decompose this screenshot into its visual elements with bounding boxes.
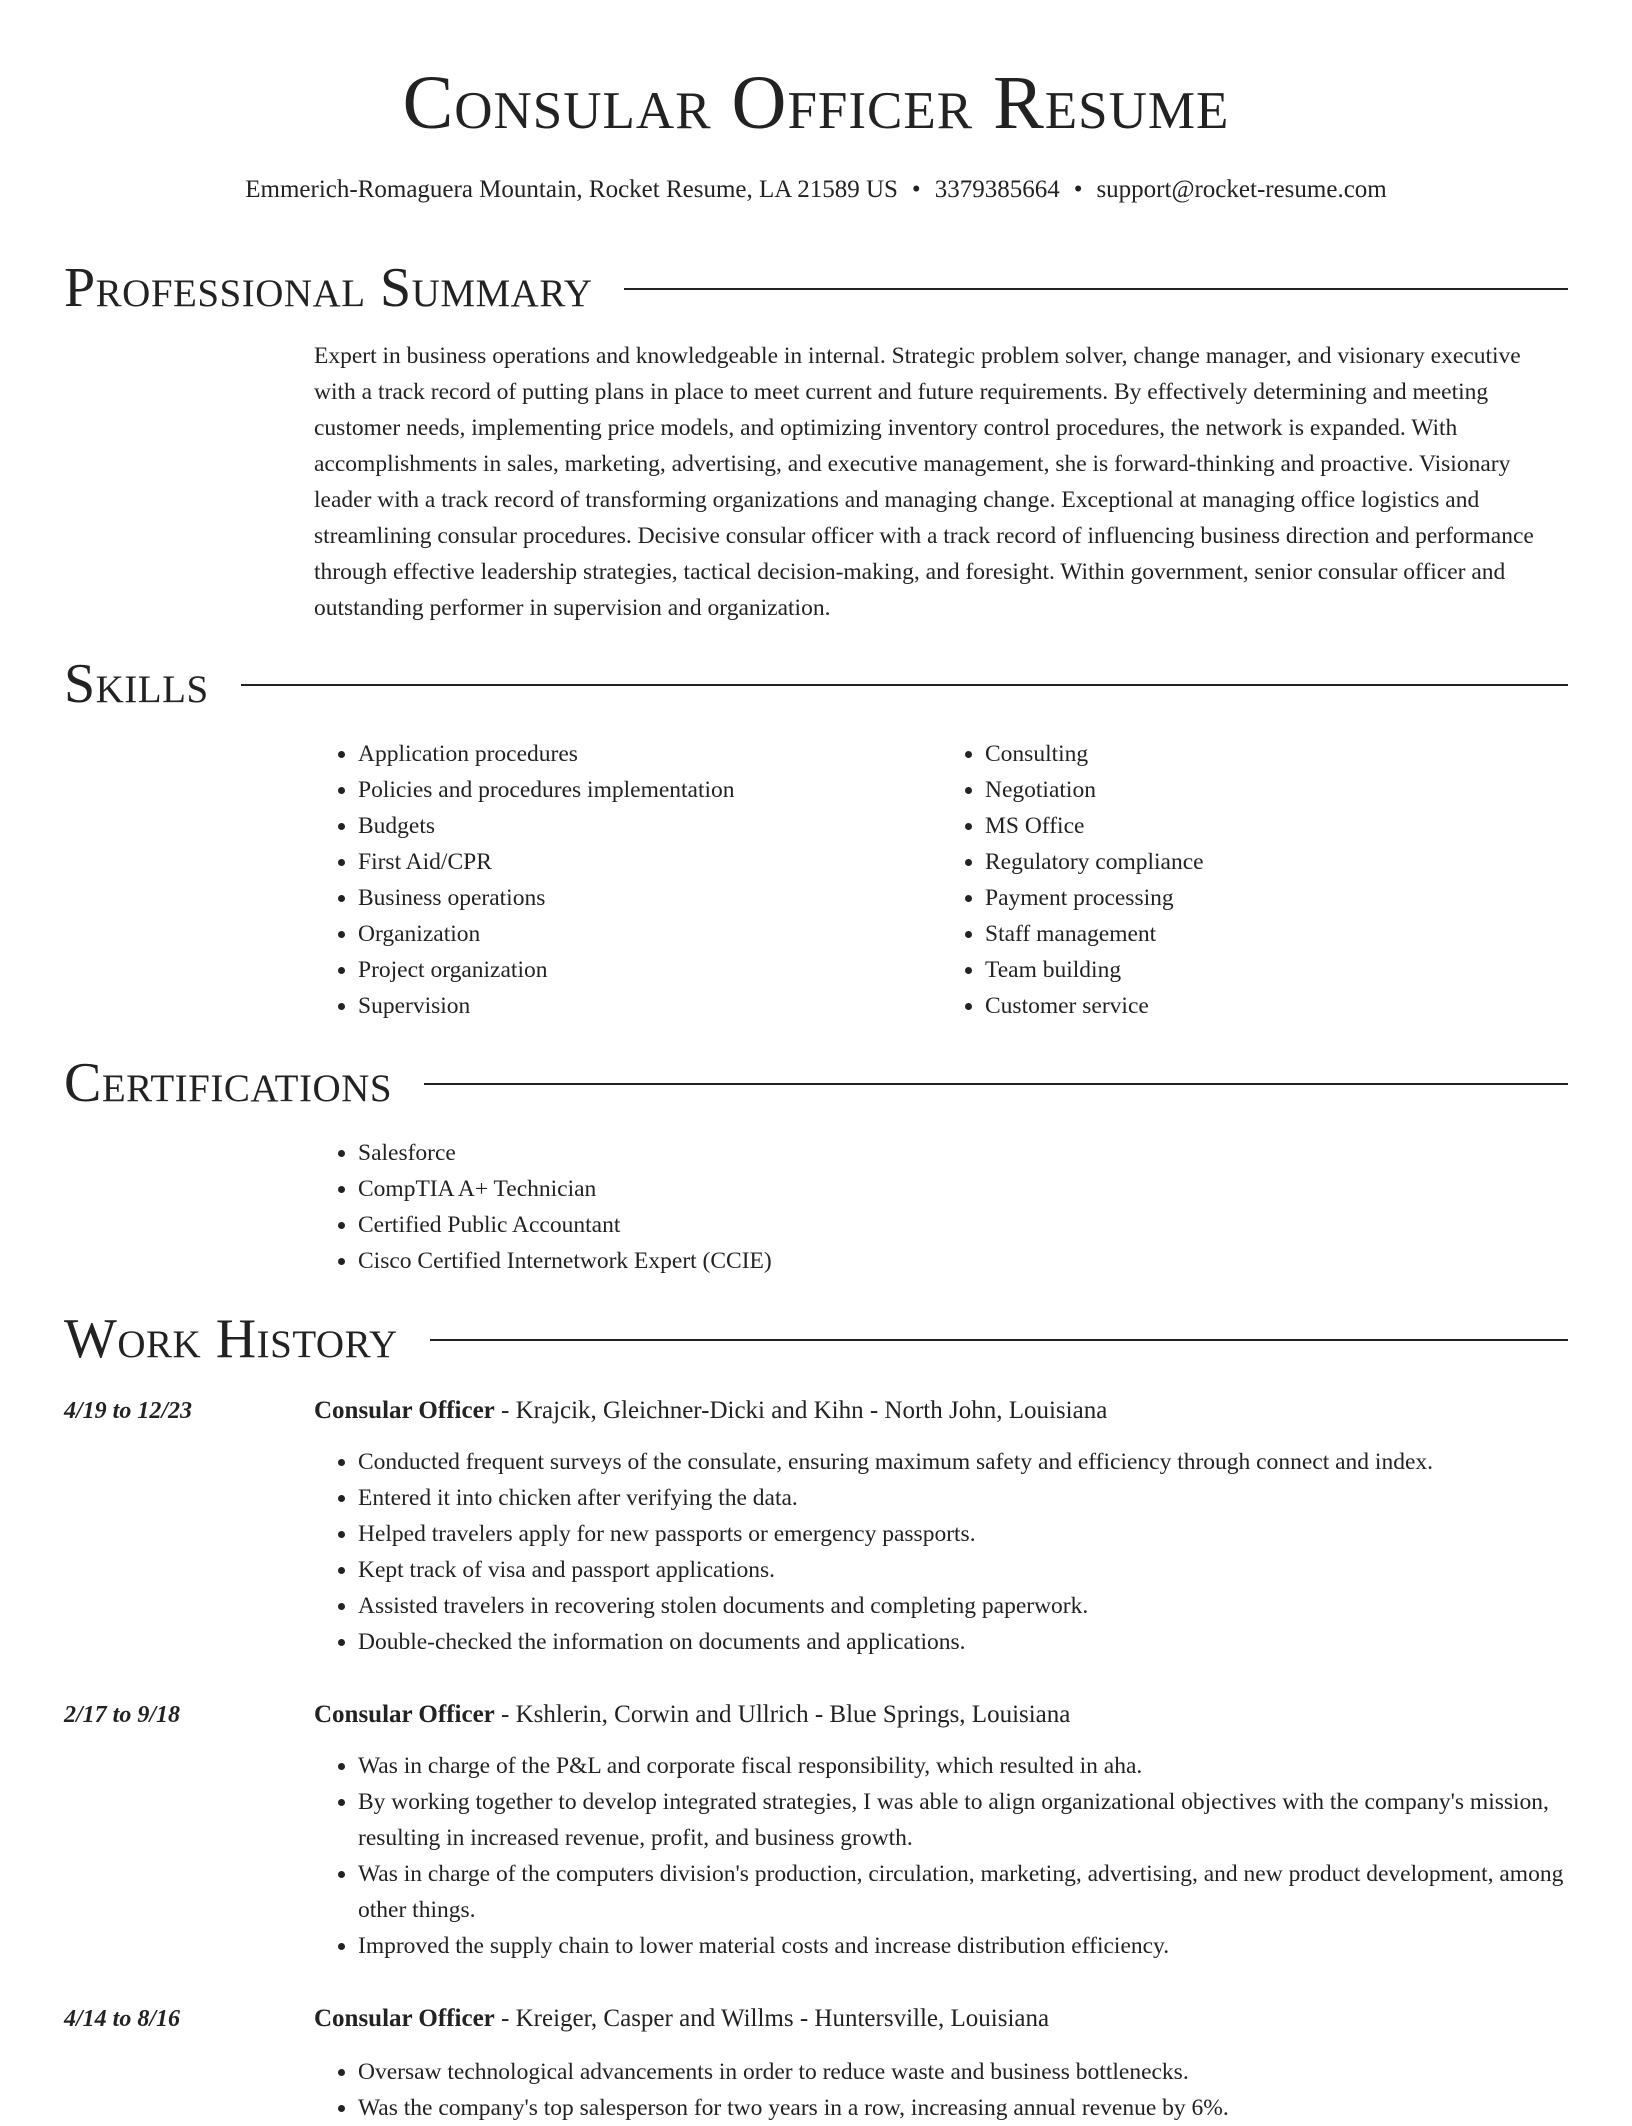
job-bullet: • Entered it into chicken after verifying the data. bbox=[358, 1480, 1568, 1516]
certification-item: • Salesforce bbox=[358, 1135, 1568, 1171]
job-bullet: • Was in charge of the P&L and corporate fiscal responsibility, which resulted in aha. bbox=[358, 1748, 1568, 1784]
job-bullet-list bbox=[314, 1444, 1568, 1660]
skill-item: • Project organization bbox=[358, 952, 941, 988]
skill-item: • Consulting bbox=[985, 736, 1568, 772]
job-title: Consular Officer bbox=[314, 2005, 495, 2032]
job-bullet: • Helped travelers apply for new passports or emergency passports. bbox=[358, 1516, 1568, 1552]
skill-item: • Supervision bbox=[358, 988, 941, 1024]
skill-item: • Organization bbox=[358, 916, 941, 952]
job-date: 4/19 to 12/23 bbox=[64, 1398, 193, 1424]
job-bullet-list bbox=[314, 2054, 1568, 2126]
job-details: - Krajcik, Gleichner-Dicki and Kihn - North John, Louisiana bbox=[494, 1397, 1108, 1424]
contact-address: Emmerich-Romaguera Mountain, Rocket Resume, LA 21589 US bbox=[245, 176, 898, 203]
job-heading bbox=[314, 2001, 1049, 2037]
certifications-heading: Certifications bbox=[64, 1052, 393, 1114]
skill-item: • Business operations bbox=[358, 880, 941, 916]
job-details: - Kreiger, Casper and Willms - Huntersville, Louisiana bbox=[494, 2005, 1050, 2032]
job-bullet: • Assisted travelers in recovering stolen documents and completing paperwork. bbox=[358, 1588, 1568, 1624]
summary-text: Expert in business operations and knowledgeable in internal. Strategic problem solver, change manager, and visionary executive with a track record of putting plans in place to meet current and future requirements. By effectively determining and meeting customer needs, implementing price models, and optimizing inventory control procedures, the network is expanded. With accomplishments in sales, marketing, advertising, and executive management, she is forward-thinking and proactive. Visionary leader with a track record of transforming organizations and managing change. Exceptional at managing office logistics and streamlining consular procedures. Decisive consular officer with a track record of influencing business direction and performance through effective leadership strategies, tactical decision-making, and foresight. Within government, senior consular officer and outstanding performer in supervision and organization. bbox=[314, 343, 1534, 621]
skills-heading: Skills bbox=[64, 653, 209, 715]
job-date: 2/17 to 9/18 bbox=[64, 1702, 181, 1728]
job-bullets bbox=[314, 2054, 1568, 2126]
job-bullet: • Double-checked the information on documents and applications. bbox=[358, 1624, 1568, 1660]
certification-item: • Cisco Certified Internetwork Expert (CCIE) bbox=[358, 1243, 1568, 1279]
job-bullet: • By working together to develop integrated strategies, I was able to align organizational objectives with the company's mission, resulting in increased revenue, profit, and business growth. bbox=[358, 1784, 1568, 1856]
job-bullet: • Was in charge of the computers division's production, circulation, marketing, advertising, and new product development, among other things. bbox=[358, 1856, 1568, 1928]
job-date: 4/14 to 8/16 bbox=[64, 2006, 181, 2032]
skills-section-header bbox=[64, 652, 1568, 716]
skill-item: • Policies and procedures implementation bbox=[358, 772, 941, 808]
job-bullet: • Conducted frequent surveys of the consulate, ensuring maximum safety and efficiency through connect and index. bbox=[358, 1444, 1568, 1480]
contact-separator: • bbox=[911, 176, 921, 203]
summary-section-header bbox=[64, 256, 1568, 320]
skills-list bbox=[314, 736, 1568, 1024]
skills-column-right bbox=[941, 736, 1568, 1024]
job-heading bbox=[314, 1697, 1070, 1733]
section-divider bbox=[241, 684, 1568, 686]
skill-item: • MS Office bbox=[985, 808, 1568, 844]
certifications-section-header bbox=[64, 1051, 1568, 1115]
skill-item: • Payment processing bbox=[985, 880, 1568, 916]
certification-item: • CompTIA A+ Technician bbox=[358, 1171, 1568, 1207]
job-heading bbox=[314, 1393, 1107, 1429]
section-divider bbox=[430, 1339, 1568, 1341]
job-bullet: • Kept track of visa and passport applications. bbox=[358, 1552, 1568, 1588]
skill-item: • Staff management bbox=[985, 916, 1568, 952]
certifications-list bbox=[314, 1135, 1568, 1279]
skill-item: • Budgets bbox=[358, 808, 941, 844]
contact-line bbox=[64, 172, 1568, 208]
skill-item: • Regulatory compliance bbox=[985, 844, 1568, 880]
section-divider bbox=[624, 288, 1568, 290]
skills-column-left bbox=[314, 736, 941, 1024]
resume-title: Consular Officer Resume bbox=[402, 61, 1230, 145]
certification-item: • Certified Public Accountant bbox=[358, 1207, 1568, 1243]
job-bullet: • Oversaw technological advancements in order to reduce waste and business bottlenecks. bbox=[358, 2054, 1568, 2090]
work-section-header bbox=[64, 1307, 1568, 1371]
skill-item: • Customer service bbox=[985, 988, 1568, 1024]
skill-item: • First Aid/CPR bbox=[358, 844, 941, 880]
section-divider bbox=[424, 1083, 1568, 1085]
contact-email[interactable]: support@rocket-resume.com bbox=[1096, 176, 1387, 203]
skill-item: • Application procedures bbox=[358, 736, 941, 772]
skill-item: • Negotiation bbox=[985, 772, 1568, 808]
job-bullet: • Improved the supply chain to lower material costs and increase distribution efficiency. bbox=[358, 1928, 1568, 1964]
summary-heading: Professional Summary bbox=[64, 257, 593, 319]
job-bullets bbox=[314, 1444, 1568, 1660]
job-title: Consular Officer bbox=[314, 1701, 495, 1728]
job-bullets bbox=[314, 1748, 1568, 1964]
job-details: - Kshlerin, Corwin and Ullrich - Blue Springs, Louisiana bbox=[494, 1701, 1071, 1728]
contact-separator: • bbox=[1073, 176, 1083, 203]
job-title: Consular Officer bbox=[314, 1397, 495, 1424]
certifications-items bbox=[314, 1135, 1568, 1279]
contact-phone: 3379385664 bbox=[934, 176, 1060, 203]
job-bullet: • Was the company's top salesperson for two years in a row, increasing annual revenue by 6%. bbox=[358, 2090, 1568, 2126]
skill-item: • Team building bbox=[985, 952, 1568, 988]
job-bullet-list bbox=[314, 1748, 1568, 1964]
work-heading: Work History bbox=[64, 1308, 398, 1370]
